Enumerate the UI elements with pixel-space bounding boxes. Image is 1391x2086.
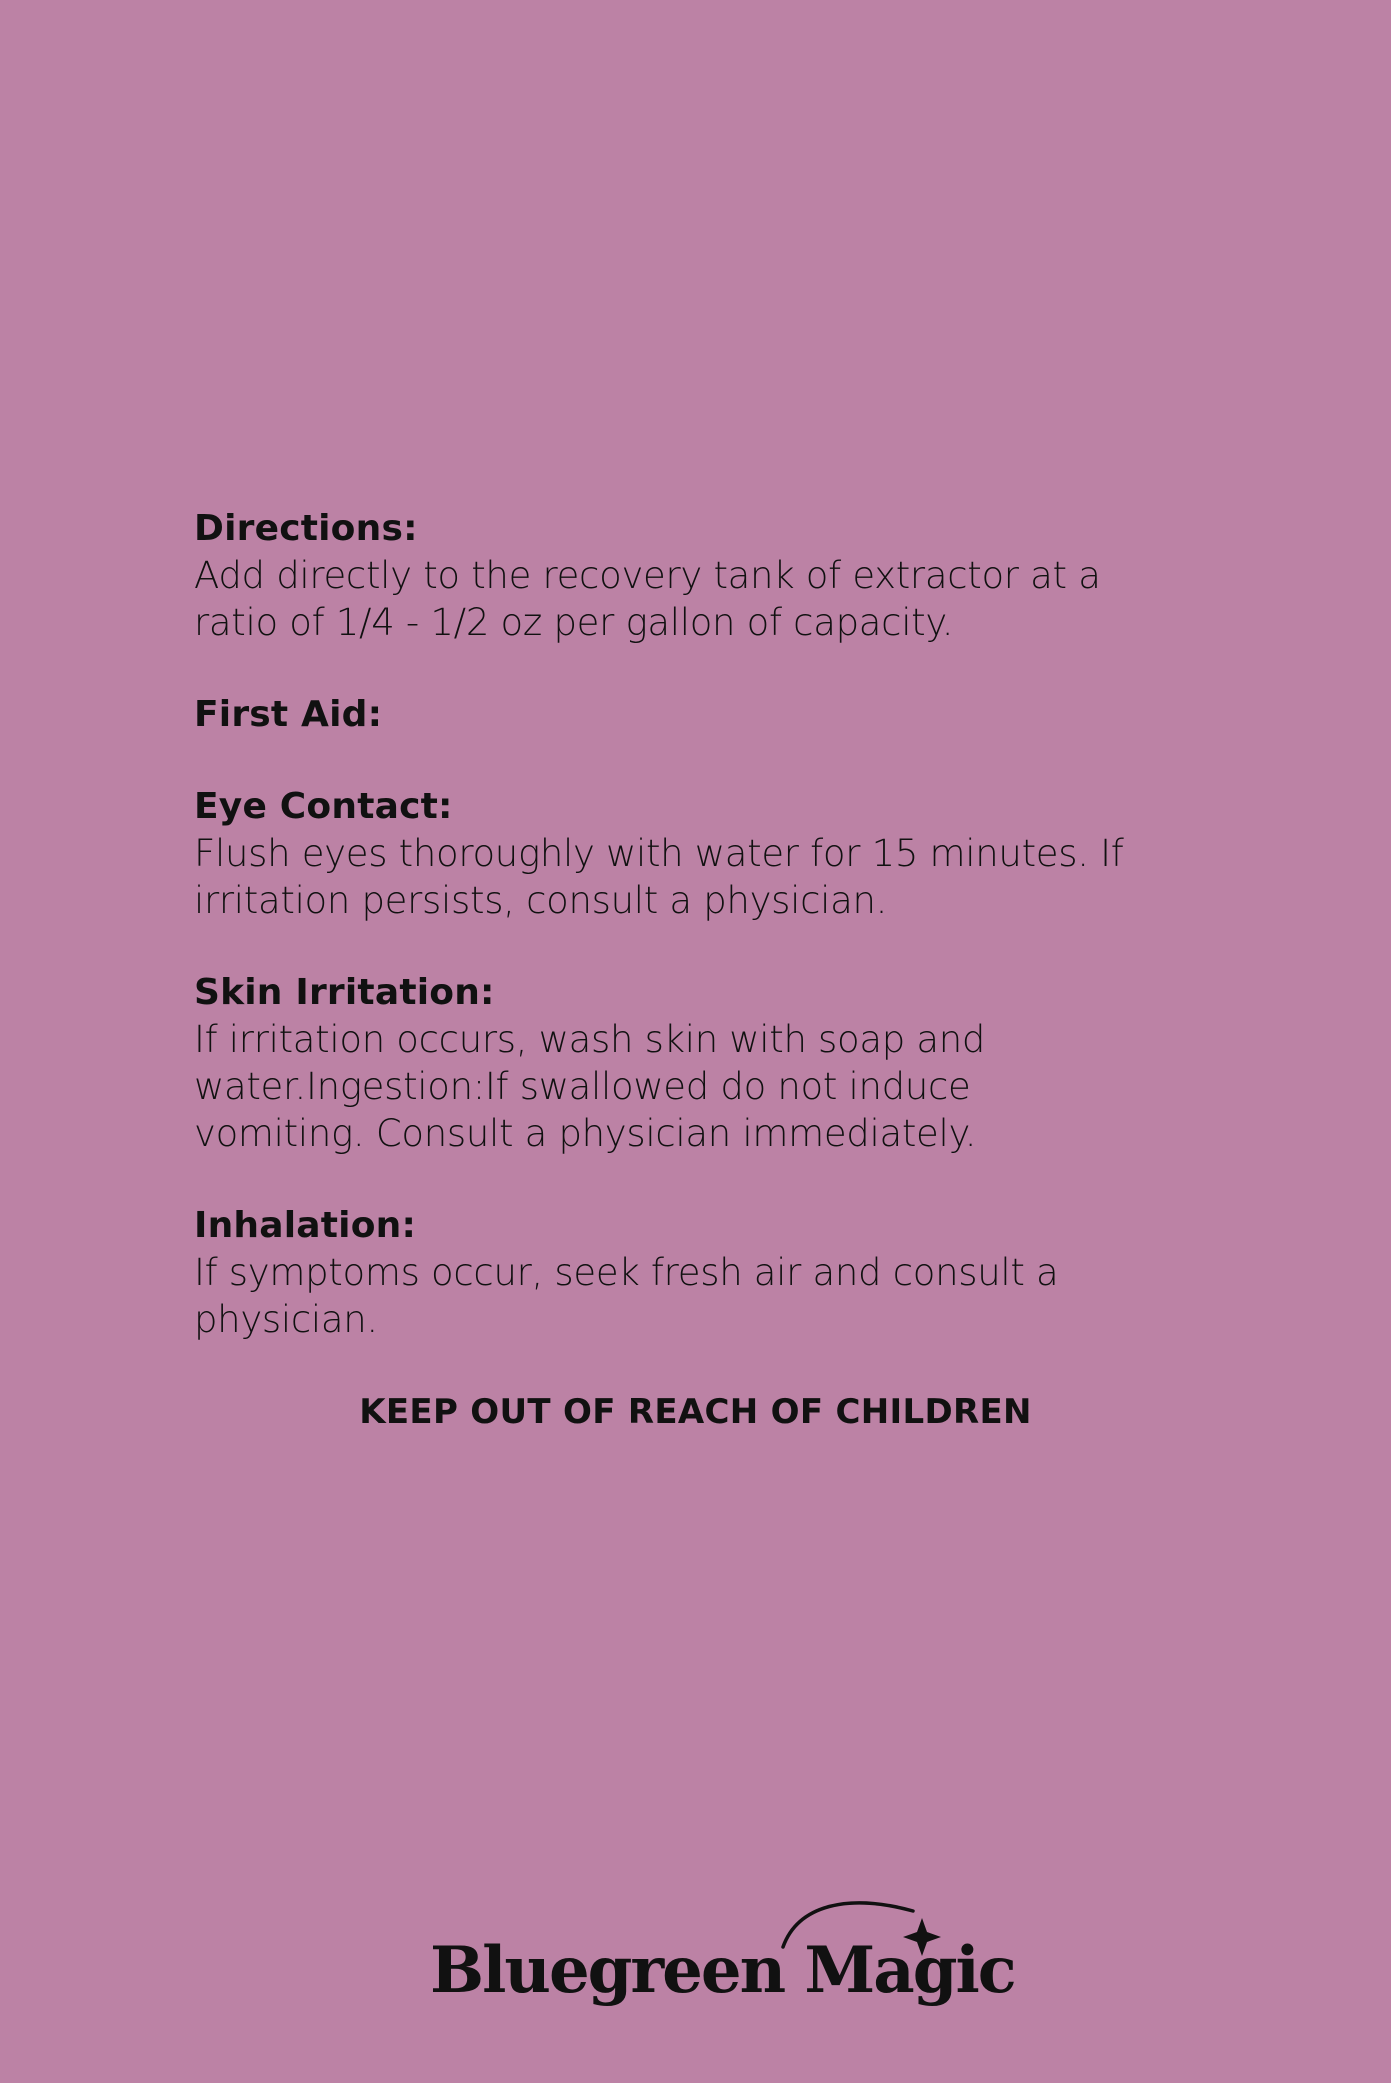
brand-name: Bluegreen Magic xyxy=(430,1933,1015,2008)
eye-contact-section xyxy=(194,783,1204,924)
inhalation-text: If symptoms occur, seek fresh air and consult a physician. xyxy=(194,1251,1059,1341)
skin-irritation-section xyxy=(194,969,1204,1157)
first-aid-section xyxy=(194,691,1204,738)
keep-out-of-reach-warning: KEEP OUT OF REACH OF CHILDREN xyxy=(359,1392,1032,1432)
label-content xyxy=(194,505,1204,1388)
eye-contact-text: Flush eyes thoroughly with water for 15 minutes. If irritation persists, consult a physician. xyxy=(194,832,1124,922)
first-aid-heading: First Aid: xyxy=(194,694,383,735)
eye-contact-heading: Eye Contact: xyxy=(194,786,453,827)
directions-section xyxy=(194,505,1204,646)
inhalation-heading: Inhalation: xyxy=(194,1205,417,1246)
skin-irritation-text: If irritation occurs, wash skin with soap and water.Ingestion:If swallowed do not induce vomiting. Consult a physician immediately. xyxy=(194,1018,986,1155)
brand-logo xyxy=(428,1885,1015,2015)
directions-text: Add directly to the recovery tank of extractor at a ratio of 1/4 - 1/2 oz per gallon of capacity. xyxy=(194,554,1101,644)
inhalation-section xyxy=(194,1202,1204,1343)
directions-heading: Directions: xyxy=(194,508,418,549)
skin-irritation-heading: Skin Irritation: xyxy=(194,972,495,1013)
